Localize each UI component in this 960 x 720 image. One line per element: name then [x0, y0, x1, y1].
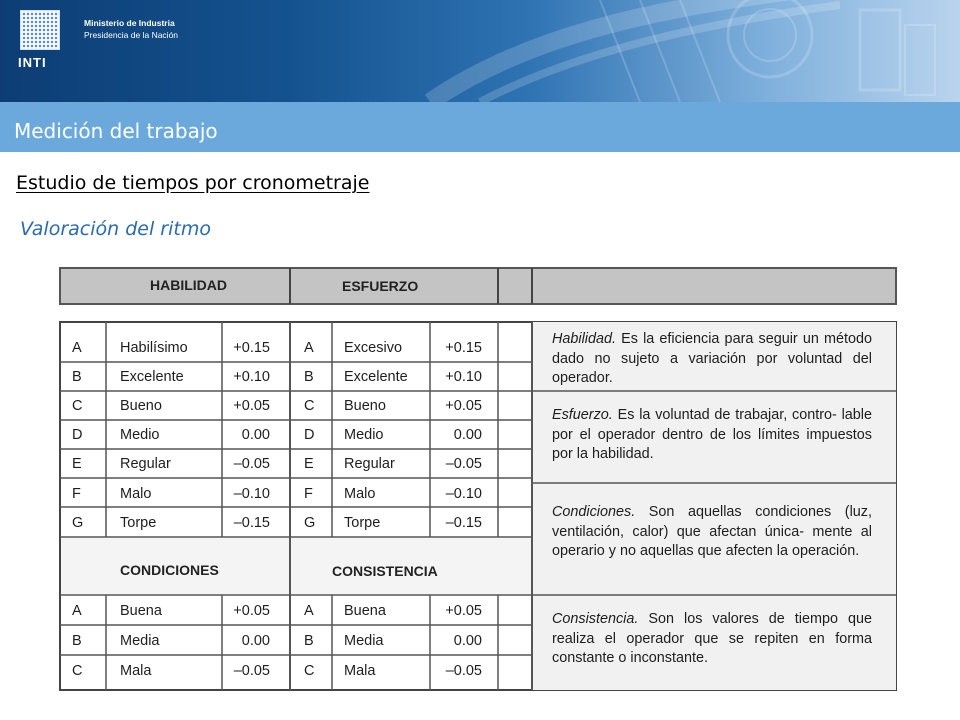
cond-label: Mala: [120, 663, 152, 679]
esf-value: 0.00: [453, 427, 482, 443]
esf-grade: C: [304, 398, 315, 414]
description-esfuerzo: [552, 406, 872, 465]
esf-grade: F: [304, 486, 313, 502]
cond-grade: C: [72, 663, 83, 679]
cons-label: Mala: [344, 663, 376, 679]
esf-value: –0.10: [445, 486, 482, 502]
cond-label: Media: [120, 633, 160, 649]
ministry-line1: Ministerio de Industria: [84, 18, 175, 28]
hab-value: –0.10: [233, 486, 270, 502]
cons-grade: B: [304, 633, 314, 649]
header-habilidad: HABILIDAD: [150, 277, 227, 293]
header-banner: [0, 0, 960, 102]
esf-value: +0.10: [445, 369, 482, 385]
header-consistencia: CONSISTENCIA: [332, 563, 438, 579]
hab-label: Medio: [120, 427, 160, 443]
hab-grade: E: [72, 456, 82, 472]
esf-grade: G: [304, 515, 316, 531]
esf-value: –0.15: [445, 515, 482, 531]
cons-label: Buena: [344, 603, 386, 619]
subtitle: Estudio de tiempos por cronometraje: [16, 172, 370, 194]
cond-label: Buena: [120, 603, 162, 619]
esf-label: Malo: [344, 486, 376, 502]
hab-value: –0.15: [233, 515, 270, 531]
esf-label: Torpe: [344, 515, 381, 531]
term-esfuerzo: Esfuerzo.: [552, 407, 613, 423]
section-title: Medición del trabajo: [14, 119, 218, 143]
logo-text: INTI: [18, 55, 47, 70]
hab-grade: F: [72, 486, 81, 502]
description-habilidad: [552, 330, 872, 389]
esf-grade: B: [304, 369, 314, 385]
inti-logo: [20, 10, 60, 50]
cons-grade: C: [304, 663, 315, 679]
description-consistencia: [552, 610, 872, 669]
cons-value: +0.05: [445, 603, 482, 619]
hab-label: Regular: [120, 456, 171, 472]
esf-label: Medio: [344, 427, 384, 443]
hab-grade: C: [72, 398, 83, 414]
cond-grade: B: [72, 633, 82, 649]
cond-value: –0.05: [233, 663, 270, 679]
esf-label: Excesivo: [344, 340, 403, 356]
esf-value: +0.05: [445, 398, 482, 414]
hab-grade: G: [72, 515, 84, 531]
esf-value: –0.05: [445, 456, 482, 472]
hab-grade: D: [72, 427, 83, 443]
cond-value: 0.00: [241, 633, 270, 649]
hab-label: Torpe: [120, 515, 157, 531]
cons-value: 0.00: [453, 633, 482, 649]
cons-value: –0.05: [445, 663, 482, 679]
text-consistencia: Son los valores de tiempo que realiza el operador que se repiten en forma constante o inconstante.: [552, 611, 872, 666]
header-condiciones: CONDICIONES: [120, 562, 219, 578]
term-condiciones: Condiciones.: [552, 504, 636, 520]
cons-label: Media: [344, 633, 384, 649]
text-condiciones: Son aquellas condiciones (luz, ventilación, calor) que afectan única- mente al operario y no aquellas que afecten la operación.: [552, 504, 872, 559]
ministry-line2: Presidencia de la Nación: [84, 30, 179, 40]
term-habilidad: Habilidad.: [552, 331, 616, 347]
hab-label: Bueno: [120, 398, 162, 414]
esf-grade: A: [304, 340, 314, 356]
esf-label: Regular: [344, 456, 395, 472]
hab-value: –0.05: [233, 456, 270, 472]
hab-value: 0.00: [241, 427, 270, 443]
hab-label: Habilísimo: [120, 340, 188, 356]
hab-value: +0.15: [233, 340, 270, 356]
cond-value: +0.05: [233, 603, 270, 619]
banner-decoration: [0, 0, 960, 102]
hab-label: Excelente: [120, 369, 184, 385]
esf-value: +0.15: [445, 340, 482, 356]
esf-label: Bueno: [344, 398, 386, 414]
cond-grade: A: [72, 603, 82, 619]
hab-grade: B: [72, 369, 82, 385]
subsubtitle: Valoración del ritmo: [20, 218, 211, 240]
term-consistencia: Consistencia.: [552, 611, 639, 627]
text-esfuerzo: Es la voluntad de trabajar, contro- lable por el operador dentro de los límites impuestos por la habilidad.: [552, 407, 872, 462]
esf-grade: D: [304, 427, 315, 443]
esf-label: Excelente: [344, 369, 408, 385]
description-condiciones: [552, 503, 872, 562]
ministry-text: [84, 17, 178, 41]
text-habilidad: Es la eficiencia para seguir un método dado no sujeto a variación por voluntad del operador.: [552, 331, 872, 386]
cons-grade: A: [304, 603, 314, 619]
esf-grade: E: [304, 456, 314, 472]
header-esfuerzo: ESFUERZO: [342, 278, 419, 294]
hab-grade: A: [72, 340, 82, 356]
hab-label: Malo: [120, 486, 152, 502]
hab-value: +0.10: [233, 369, 270, 385]
hab-value: +0.05: [233, 398, 270, 414]
